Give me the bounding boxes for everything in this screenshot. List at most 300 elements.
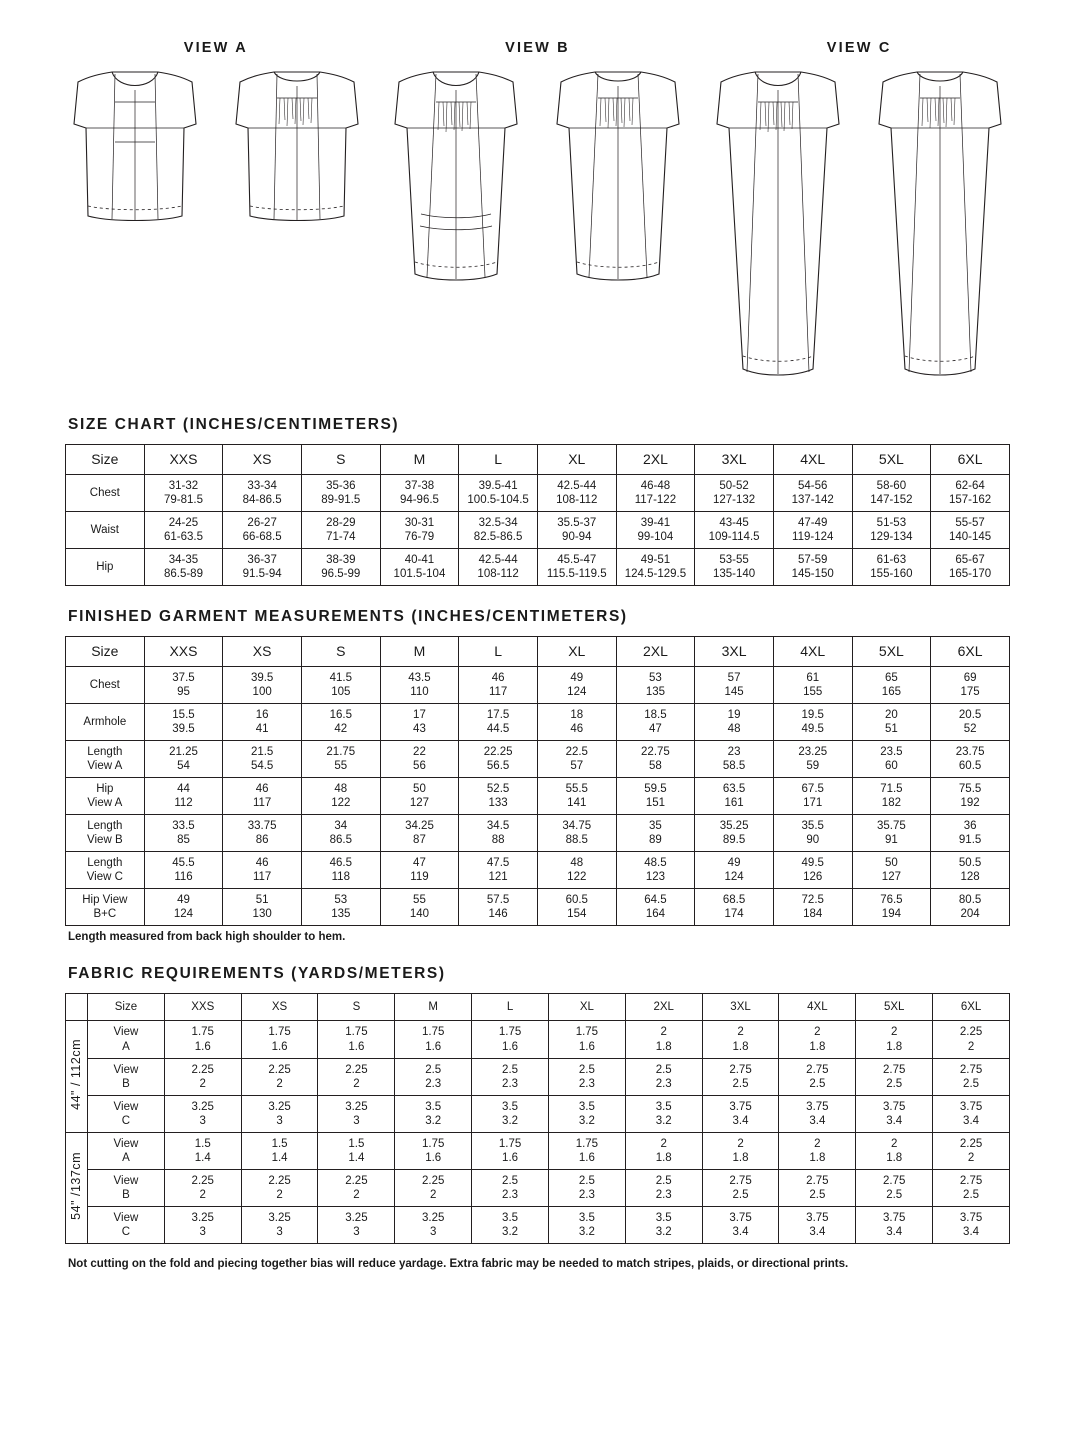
cell (695, 512, 774, 549)
row-label-line2: C (121, 1114, 131, 1127)
value-yd: 2.5 (655, 1063, 672, 1076)
cell (773, 778, 852, 815)
cell (702, 1132, 779, 1169)
value-m: 3.4 (809, 1114, 826, 1127)
value-m: 2.5 (809, 1188, 826, 1201)
value-in: 42.5-44 (557, 480, 597, 493)
value-in: 18.5 (644, 709, 667, 722)
value-m: 2.3 (655, 1188, 672, 1201)
value-in: 31-32 (168, 480, 199, 493)
cell (223, 475, 302, 512)
cell (702, 1058, 779, 1095)
value-yd: 3.5 (578, 1211, 595, 1224)
value-cm: 85 (177, 834, 190, 847)
cell (931, 815, 1010, 852)
finished-garment-title: FINISHED GARMENT MEASUREMENTS (INCHES/CENTIMETERS) (68, 608, 628, 626)
value-m: 1.6 (578, 1040, 595, 1053)
cell (702, 1206, 779, 1243)
value-cm: 130 (252, 908, 272, 921)
cell (301, 667, 380, 704)
value-cm: 60 (884, 760, 898, 773)
value-m: 2 (353, 1077, 360, 1090)
cell (852, 889, 931, 926)
cell (779, 1095, 856, 1132)
cell (459, 852, 538, 889)
value-in: 76.5 (880, 894, 903, 907)
view-c-title: VIEW C (826, 40, 892, 56)
table-row (66, 549, 1010, 586)
value-cm: 155 (803, 686, 823, 699)
value-yd: 3.25 (345, 1100, 368, 1113)
table-header-row (66, 445, 1010, 475)
value-cm: 96.5-99 (321, 568, 361, 581)
value-in: 41.5 (329, 672, 352, 685)
view-a-front-illustration (60, 64, 210, 244)
value-in: 20 (884, 709, 898, 722)
value-cm: 204 (960, 908, 980, 921)
header-s: S (301, 445, 380, 475)
cell (931, 667, 1010, 704)
cell (548, 1169, 625, 1206)
value-m: 2 (199, 1188, 206, 1201)
value-cm: 54 (177, 760, 190, 773)
cell (931, 889, 1010, 926)
value-m: 1.6 (502, 1151, 519, 1164)
value-cm: 129-134 (870, 531, 913, 544)
value-yd: 2.5 (425, 1063, 442, 1076)
value-cm: 117 (252, 871, 272, 884)
value-yd: 2.25 (345, 1174, 368, 1187)
cell (144, 852, 223, 889)
cell (548, 1206, 625, 1243)
row-label (66, 778, 145, 815)
value-in: 17.5 (486, 709, 510, 722)
cell (616, 741, 695, 778)
row-label-view (88, 1058, 165, 1095)
cell (223, 815, 302, 852)
table-row (66, 852, 1010, 889)
cell (616, 549, 695, 586)
header-s: S (301, 637, 380, 667)
value-yd: 1.75 (575, 1026, 599, 1039)
value-yd: 2.75 (729, 1063, 752, 1076)
cell (537, 741, 616, 778)
cell (856, 1021, 933, 1058)
value-yd: 3.75 (729, 1211, 752, 1224)
value-cm: 91.5 (958, 834, 982, 847)
value-yd: 1.5 (194, 1137, 211, 1150)
value-yd: 2.75 (883, 1063, 906, 1076)
value-m: 2 (967, 1151, 975, 1164)
header-size: Size (88, 994, 165, 1021)
row-label-line2: B+C (93, 908, 117, 921)
value-cm: 44.5 (486, 723, 510, 736)
value-m: 3.2 (502, 1114, 519, 1127)
value-yd: 2.5 (502, 1063, 519, 1076)
value-cm: 135 (331, 908, 351, 921)
size-chart-section (0, 416, 1075, 586)
cell (856, 1132, 933, 1169)
value-in: 30-31 (404, 517, 435, 530)
value-m: 3.2 (502, 1225, 519, 1238)
cell (933, 1132, 1010, 1169)
cell (931, 741, 1010, 778)
cell (380, 667, 459, 704)
table-row (66, 815, 1010, 852)
value-m: 1.8 (809, 1040, 826, 1053)
cell (144, 704, 223, 741)
cell (548, 1058, 625, 1095)
table-header-row (66, 994, 1010, 1021)
value-yd: 3.75 (883, 1100, 906, 1113)
table-header-row (66, 637, 1010, 667)
table-row (66, 667, 1010, 704)
value-cm: 41 (255, 723, 269, 736)
value-cm: 94-96.5 (399, 494, 439, 507)
cell (695, 852, 774, 889)
value-m: 3.4 (732, 1225, 749, 1238)
value-cm: 71-74 (326, 531, 356, 544)
header-m: M (380, 637, 459, 667)
row-label-line1: Chest (89, 679, 120, 692)
cell (852, 667, 931, 704)
value-in: 22 (413, 746, 426, 759)
value-yd: 2.25 (268, 1063, 291, 1076)
value-cm: 128 (960, 871, 980, 884)
value-in: 23 (727, 746, 741, 759)
value-in: 68.5 (722, 894, 746, 907)
value-yd: 3.75 (959, 1211, 983, 1224)
value-in: 33.5 (172, 820, 195, 833)
row-label-view (88, 1206, 165, 1243)
value-in: 43-45 (719, 517, 749, 530)
value-m: 1.8 (655, 1151, 672, 1164)
value-in: 69 (963, 672, 977, 685)
value-yd: 1.75 (498, 1137, 522, 1150)
technical-drawings (0, 0, 1075, 394)
cell (472, 1132, 549, 1169)
table-row (66, 1095, 1010, 1132)
value-yd: 2 (890, 1026, 898, 1039)
value-cm: 43 (413, 723, 426, 736)
value-cm: 82.5-86.5 (473, 531, 523, 544)
cell (537, 512, 616, 549)
value-cm: 157-162 (949, 494, 992, 507)
value-in: 45.5-47 (557, 554, 597, 567)
value-in: 49 (727, 857, 741, 870)
cell (318, 1169, 395, 1206)
value-in: 75.5 (958, 783, 982, 796)
header-l: L (472, 994, 549, 1021)
cell (779, 1132, 856, 1169)
cell (625, 1021, 702, 1058)
value-cm: 48 (727, 723, 741, 736)
value-cm: 155-160 (870, 568, 913, 581)
value-yd: 3.25 (422, 1211, 445, 1224)
value-m: 1.6 (348, 1040, 365, 1053)
value-yd: 2.5 (578, 1174, 595, 1187)
cell (773, 667, 852, 704)
value-cm: 122 (567, 871, 587, 884)
fabric-requirements-table (65, 993, 1010, 1243)
value-in: 35.75 (877, 820, 906, 833)
value-cm: 164 (645, 908, 666, 921)
value-in: 53 (334, 894, 348, 907)
value-cm: 56.5 (486, 760, 510, 773)
cell (695, 475, 774, 512)
value-m: 3 (276, 1114, 283, 1127)
view-a-illustrations (60, 64, 372, 244)
value-cm: 89 (649, 834, 662, 847)
header-2xl: 2XL (616, 445, 695, 475)
cell (472, 1206, 549, 1243)
header-xxs: XXS (144, 445, 223, 475)
value-yd: 3.5 (502, 1100, 519, 1113)
value-in: 47-49 (798, 517, 828, 530)
row-label (66, 852, 145, 889)
cell (241, 1095, 318, 1132)
value-m: 2.3 (502, 1188, 519, 1201)
value-in: 37.5 (172, 672, 195, 685)
cell (931, 512, 1010, 549)
value-cm: 60.5 (958, 760, 982, 773)
cell (695, 667, 774, 704)
value-cm: 59 (806, 760, 820, 773)
cell (395, 1169, 472, 1206)
cell (625, 1132, 702, 1169)
value-cm: 123 (645, 871, 666, 884)
value-in: 15.5 (172, 709, 195, 722)
size-chart-table (65, 444, 1010, 586)
value-in: 46-48 (640, 480, 671, 493)
value-m: 1.6 (271, 1040, 288, 1053)
header-4xl: 4XL (773, 637, 852, 667)
row-label-line1: View (113, 1211, 139, 1224)
value-m: 2 (430, 1188, 437, 1201)
cell (537, 667, 616, 704)
value-cm: 145-150 (791, 568, 834, 581)
value-in: 49 (177, 894, 190, 907)
cell (301, 475, 380, 512)
cell (695, 741, 774, 778)
value-in: 34.25 (405, 820, 434, 833)
fabric-width-text: 54" /137cm (68, 1151, 83, 1220)
value-in: 46 (491, 672, 505, 685)
value-cm: 145 (724, 686, 744, 699)
value-in: 62-64 (955, 480, 985, 493)
cell (933, 1058, 1010, 1095)
cell (241, 1058, 318, 1095)
value-m: 2.5 (732, 1188, 749, 1201)
value-cm: 89.5 (722, 834, 746, 847)
value-in: 39.5 (250, 672, 274, 685)
value-cm: 86.5 (329, 834, 352, 847)
value-yd: 2.5 (502, 1174, 519, 1187)
cell (459, 815, 538, 852)
cell (616, 778, 695, 815)
value-cm: 51 (884, 723, 898, 736)
cell (164, 1021, 241, 1058)
cell (301, 889, 380, 926)
value-m: 3.2 (578, 1114, 595, 1127)
value-cm: 46 (570, 723, 584, 736)
header-3xl: 3XL (702, 994, 779, 1021)
value-yd: 2.25 (191, 1063, 214, 1076)
cell (459, 704, 538, 741)
value-m: 2.3 (655, 1077, 672, 1090)
cell (380, 778, 459, 815)
cell (241, 1206, 318, 1243)
value-in: 39.5-41 (478, 480, 518, 493)
cell (856, 1058, 933, 1095)
value-in: 47 (413, 857, 426, 870)
value-cm: 86.5-89 (163, 568, 203, 581)
value-cm: 126 (803, 871, 823, 884)
table-row (66, 1058, 1010, 1095)
value-cm: 86 (255, 834, 269, 847)
value-cm: 192 (960, 797, 980, 810)
row-label (66, 889, 145, 926)
cell (933, 1095, 1010, 1132)
cell (223, 889, 302, 926)
cell (616, 889, 695, 926)
value-yd: 2 (660, 1137, 667, 1150)
value-cm: 184 (803, 908, 823, 921)
cell (695, 549, 774, 586)
cell (616, 852, 695, 889)
table-row (66, 704, 1010, 741)
value-in: 46 (255, 783, 269, 796)
value-m: 3.2 (578, 1225, 595, 1238)
value-m: 2.3 (578, 1188, 595, 1201)
row-label-line1: View (113, 1026, 139, 1039)
value-in: 34.75 (562, 820, 592, 833)
value-cm: 124.5-129.5 (624, 568, 687, 581)
cell (779, 1058, 856, 1095)
value-yd: 2.25 (191, 1174, 214, 1187)
cell (931, 852, 1010, 889)
header-xxs: XXS (144, 637, 223, 667)
value-m: 2.3 (502, 1077, 519, 1090)
header-2xl: 2XL (616, 637, 695, 667)
cell (702, 1021, 779, 1058)
value-cm: 119-124 (792, 531, 834, 544)
view-b-illustrations (381, 64, 693, 304)
cell (318, 1206, 395, 1243)
view-a-title: VIEW A (183, 40, 248, 56)
value-yd: 2.75 (729, 1174, 752, 1187)
length-measurement-note: Length measured from back high shoulder to hem. (68, 931, 346, 944)
value-m: 1.6 (425, 1151, 442, 1164)
value-in: 80.5 (958, 894, 982, 907)
value-cm: 117 (252, 797, 272, 810)
value-cm: 54.5 (250, 760, 274, 773)
value-in: 22.25 (483, 746, 513, 759)
view-c-front-illustration (703, 64, 853, 394)
row-label-chest: Chest (66, 475, 145, 512)
cell (616, 815, 695, 852)
value-cm: 165-170 (949, 568, 992, 581)
cell (380, 512, 459, 549)
header-4xl: 4XL (779, 994, 856, 1021)
value-m: 1.8 (655, 1040, 672, 1053)
cell (164, 1058, 241, 1095)
cell (144, 889, 223, 926)
value-m: 1.8 (809, 1151, 826, 1164)
value-cm: 108-112 (477, 568, 519, 581)
view-c-back-illustration (865, 64, 1015, 394)
cell (144, 549, 223, 586)
cell (537, 475, 616, 512)
value-cm: 147-152 (870, 494, 913, 507)
value-m: 3 (353, 1225, 360, 1238)
table-row (66, 889, 1010, 926)
cell (144, 475, 223, 512)
cell (395, 1206, 472, 1243)
row-label-view (88, 1132, 165, 1169)
value-m: 2.5 (963, 1077, 980, 1090)
value-in: 61 (806, 672, 820, 685)
value-cm: 88 (491, 834, 505, 847)
value-yd: 2 (737, 1026, 744, 1039)
value-m: 3.2 (425, 1114, 442, 1127)
value-cm: 39.5 (172, 723, 195, 736)
value-in: 64.5 (644, 894, 667, 907)
value-m: 1.8 (732, 1040, 749, 1053)
value-in: 48 (570, 857, 584, 870)
value-in: 45.5 (172, 857, 195, 870)
value-cm: 161 (724, 797, 744, 810)
cell (380, 475, 459, 512)
cell (548, 1095, 625, 1132)
value-yd: 3.5 (578, 1100, 595, 1113)
header-l: L (459, 637, 538, 667)
row-label-view (88, 1021, 165, 1058)
value-cm: 52 (963, 723, 977, 736)
value-yd: 2 (890, 1137, 898, 1150)
value-in: 39-41 (640, 517, 671, 530)
fabric-width-label-54 (66, 1132, 88, 1243)
value-in: 42.5-44 (478, 554, 518, 567)
cell (773, 512, 852, 549)
value-yd: 1.75 (575, 1137, 599, 1150)
value-cm: 101.5-104 (393, 568, 446, 581)
value-m: 1.6 (425, 1040, 442, 1053)
value-in: 34.5 (486, 820, 510, 833)
value-m: 3.2 (655, 1225, 672, 1238)
value-yd: 2.75 (959, 1063, 983, 1076)
value-cm: 55 (334, 760, 348, 773)
header-5xl: 5XL (856, 994, 933, 1021)
value-yd: 3.75 (806, 1100, 829, 1113)
cell (301, 549, 380, 586)
cell (223, 704, 302, 741)
value-m: 2 (276, 1077, 283, 1090)
cell (395, 1021, 472, 1058)
value-m: 3.4 (886, 1225, 903, 1238)
cell (537, 704, 616, 741)
cell (395, 1095, 472, 1132)
value-cm: 58 (649, 760, 662, 773)
row-label (66, 741, 145, 778)
value-in: 23.25 (798, 746, 828, 759)
value-in: 49-51 (640, 554, 671, 567)
value-cm: 121 (488, 871, 508, 884)
value-cm: 66-68.5 (242, 531, 282, 544)
value-yd: 2.75 (883, 1174, 906, 1187)
value-cm: 140 (409, 908, 430, 921)
value-m: 1.4 (348, 1151, 365, 1164)
